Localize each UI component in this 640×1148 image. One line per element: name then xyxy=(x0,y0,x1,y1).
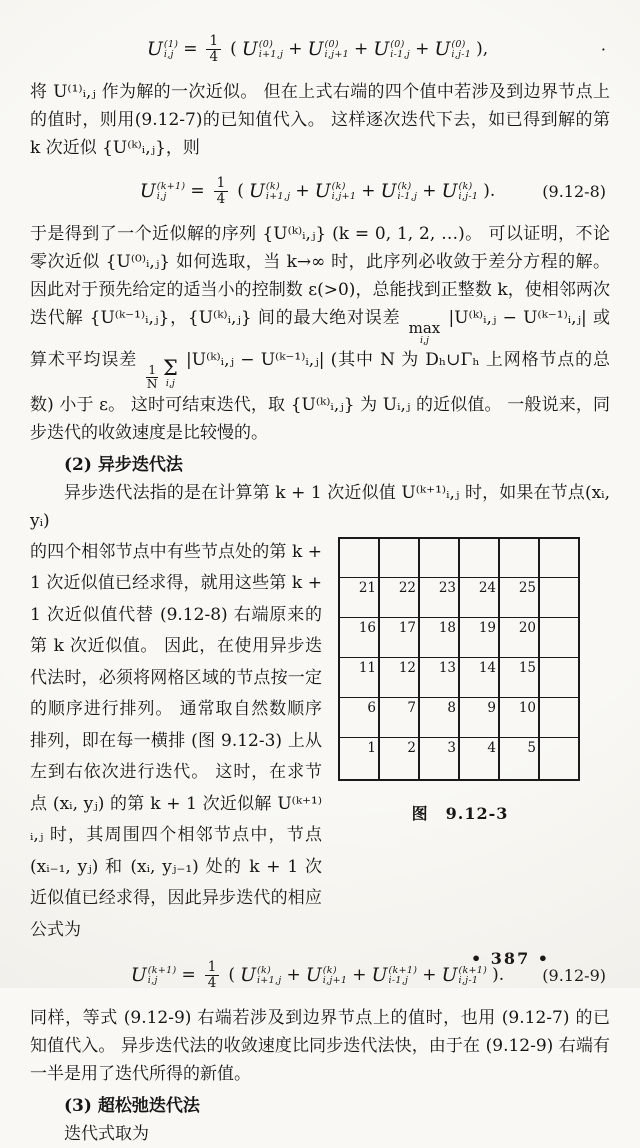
plus-sign: + xyxy=(286,965,301,985)
figure-9-12-3 xyxy=(338,537,582,947)
math-sub: i,j xyxy=(163,49,174,60)
figure-caption: 图 9.12-3 xyxy=(411,803,509,823)
plus-sign: + xyxy=(295,181,310,201)
paragraph-async-speed: 同样，等式 (9.12-9) 右端若涉及到边界节点上的值时，也用 (9.12-7) 的已知值代入。 异步迭代法的收敛速度比同步迭代法快，由于在 (9.12-9) 右端有一半是用了迭代所得的新值。 xyxy=(30,1008,610,1084)
grid-node-label: 13 xyxy=(438,659,456,676)
math-term xyxy=(147,38,178,60)
section-heading-async-iteration: (2) 异步迭代法 xyxy=(64,454,183,475)
max-operator: max i,j xyxy=(408,319,441,346)
grid-line-horizontal xyxy=(340,737,578,739)
grid-node-label: 25 xyxy=(518,579,536,596)
math-term: U (k) i+1,j xyxy=(248,180,291,202)
paragraph-iteration-form: 迭代式取为 xyxy=(64,1124,149,1144)
math-term: U (k+1) i-1,j xyxy=(371,964,418,986)
math-sup: (1) xyxy=(163,39,179,50)
grid-node-label: 8 xyxy=(447,699,456,716)
close-paren: ), xyxy=(476,39,489,59)
plus-sign: + xyxy=(415,39,430,59)
grid-node-label: 14 xyxy=(478,659,496,676)
plus-sign: + xyxy=(422,965,437,985)
math-term: U (k+1) i,j xyxy=(130,964,177,986)
open-paren: ( xyxy=(237,181,244,201)
grid-node-label: 21 xyxy=(358,579,376,596)
math-term: U (0) i+1,j xyxy=(241,38,284,60)
plus-sign: + xyxy=(288,39,303,59)
math-term: U (k) i+1,j xyxy=(239,964,282,986)
close-paren: ). xyxy=(483,181,496,201)
plus-sign: + xyxy=(352,965,367,985)
grid-node-label: 9 xyxy=(487,699,496,716)
grid-line-vertical xyxy=(458,539,460,779)
math-term: U (0) i-1,j xyxy=(373,38,411,60)
grid-node-label: 15 xyxy=(518,659,536,676)
grid-node-label: 6 xyxy=(367,699,376,716)
equation-body xyxy=(131,960,509,991)
fraction: $\frac{1}{4}$ xyxy=(205,960,220,991)
grid-node-label: 19 xyxy=(478,619,496,636)
equation-first-approximation xyxy=(30,29,610,69)
grid-node-label: 3 xyxy=(447,739,456,756)
plus-sign: + xyxy=(361,181,376,201)
grid-line-horizontal xyxy=(340,697,578,699)
equals-sign: = xyxy=(183,39,198,59)
close-paren: ). xyxy=(492,965,505,985)
grid-node-label: 2 xyxy=(407,739,416,756)
two-column-block xyxy=(30,537,610,947)
grid-line-horizontal xyxy=(340,577,578,579)
text-run: |U⁽ᵏ⁾ᵢ,ⱼ − U⁽ᵏ⁻¹⁾ᵢ,ⱼ| 或算术平均误差 xyxy=(30,308,610,370)
equation-body xyxy=(147,34,493,65)
stray-dot: · xyxy=(600,39,606,59)
plus-sign: + xyxy=(422,181,437,201)
equation-9-12-8 xyxy=(30,171,610,211)
grid-node-label: 10 xyxy=(518,699,536,716)
grid-node-label: 22 xyxy=(398,579,416,596)
grid-node-label: 11 xyxy=(358,659,376,676)
math-base: U xyxy=(146,38,163,60)
grid-node-label: 17 xyxy=(398,619,416,636)
grid-node-label: 1 xyxy=(367,739,376,756)
fraction: $\frac{1}{4}$ xyxy=(206,34,221,65)
open-paren: ( xyxy=(230,39,237,59)
open-paren: ( xyxy=(228,965,235,985)
math-term: U (k+1) i,j-1 xyxy=(441,964,488,986)
grid-node-label: 7 xyxy=(407,699,416,716)
math-term: U (k+1) i,j xyxy=(139,180,186,202)
grid-line-vertical xyxy=(538,539,540,779)
grid-figure xyxy=(338,537,580,781)
equation-body xyxy=(140,176,501,207)
grid-node-label: 16 xyxy=(358,619,376,636)
math-term: U (0) i,j-1 xyxy=(434,38,472,60)
paragraph-convergence xyxy=(30,220,610,447)
equals-sign: = xyxy=(181,965,196,985)
fraction-1-over-N: $\frac{1}{N}$ xyxy=(146,362,158,391)
sigma-operator: Σ i,j xyxy=(162,355,178,389)
math-term: U (k) i,j-1 xyxy=(441,180,479,202)
grid-node-label: 12 xyxy=(398,659,416,676)
text-run: |U⁽ᵏ⁾ᵢ,ⱼ − U⁽ᵏ⁻¹⁾ᵢ,ⱼ| (其中 N 为 Dₕ∪Γₕ 上网格节点的总数) 小于 ε。 这时可结束迭代，取 {U⁽ᵏ⁾ᵢ,ⱼ} 为 Uᵢ,ⱼ 的近似值。 一般说来，同步迭代的收敛速度是比较慢的。 xyxy=(30,349,610,443)
math-term: U (k) i-1,j xyxy=(380,180,418,202)
paragraph-async-intro: 异步迭代法指的是在计算第 k + 1 次近似值 U⁽ᵏ⁺¹⁾ᵢ,ⱼ 时，如果在节点(xᵢ, yᵢ) xyxy=(30,482,610,531)
text-run: 于是得到了一个近似解的序列 {U⁽ᵏ⁾ᵢ,ⱼ} (k = 0, 1, 2, …)。 可以证明，不论零次近似 {U⁽⁰⁾ᵢ,ⱼ} 如何选取，当 k→∞ 时，此序列必收敛于差分方程的解。 因此对于预先给定的适当小的控制数 ε(>0)，总能找到正整数 k，使相邻两次迭代解 {U⁽ᵏ⁻¹⁾ᵢ,ⱼ}，{U⁽ᵏ⁾ᵢ,ⱼ} 间的最大绝对误差 xyxy=(30,224,610,328)
page-number: • 387 • xyxy=(471,949,550,968)
left-column-text: 的四个相邻节点中有些节点处的第 k + 1 次近似值已经求得，就用这些第 k + 1 次近似值代替 (9.12-8) 右端原来的第 k 次近似值。 因此，在使用异步迭代法时，必须将网格区域的节点按一定的顺序进行排列。 通常取自然数顺序排列，即在每一横排 (图 9.12-3) 上从左到右依次进行迭代。 这时，在求节点 (xᵢ, yⱼ) 的第 k + 1 次近似解 U⁽ᵏ⁺¹⁾ᵢ,ⱼ 时，其周围四个相邻节点中，节点 (xᵢ₋₁, yⱼ) 和 (xᵢ, yⱼ₋₁) 处的 k + 1 次近似值已经求得，因此异步迭代的相应公式为 xyxy=(30,541,322,940)
math-term: U (0) i,j+1 xyxy=(307,38,350,60)
math-term: U (k) i,j+1 xyxy=(305,964,348,986)
equation-number: (9.12-9) xyxy=(542,965,606,985)
fraction: $\frac{1}{4}$ xyxy=(214,176,229,207)
grid-node-label: 18 xyxy=(438,619,456,636)
grid-line-vertical xyxy=(418,539,420,779)
section-heading-sor-iteration: (3) 超松弛迭代法 xyxy=(64,1096,200,1116)
math-term: U (k) i,j+1 xyxy=(314,180,357,202)
grid-line-horizontal xyxy=(340,617,578,619)
equals-sign: = xyxy=(190,181,205,201)
grid-node-label: 24 xyxy=(478,579,496,596)
grid-line-vertical xyxy=(498,539,500,779)
grid-line-vertical xyxy=(378,539,380,779)
grid-node-label: 20 xyxy=(518,619,536,636)
grid-node-label: 4 xyxy=(487,739,496,756)
paragraph-first-approx: 将 U⁽¹⁾ᵢ,ⱼ 作为解的一次近似。 但在上式右端的四个值中若涉及到边界节点上的值时，则用(9.12-7)的已知值代入。 这样逐次迭代下去，如已得到解的第 k 次近似 {U⁽ᵏ⁾ᵢ,ⱼ}，则 xyxy=(30,82,610,158)
equation-number: (9.12-8) xyxy=(542,181,606,201)
plus-sign: + xyxy=(354,39,369,59)
grid-node-label: 5 xyxy=(527,739,536,756)
grid-line-horizontal xyxy=(340,657,578,659)
grid-node-label: 23 xyxy=(438,579,456,596)
